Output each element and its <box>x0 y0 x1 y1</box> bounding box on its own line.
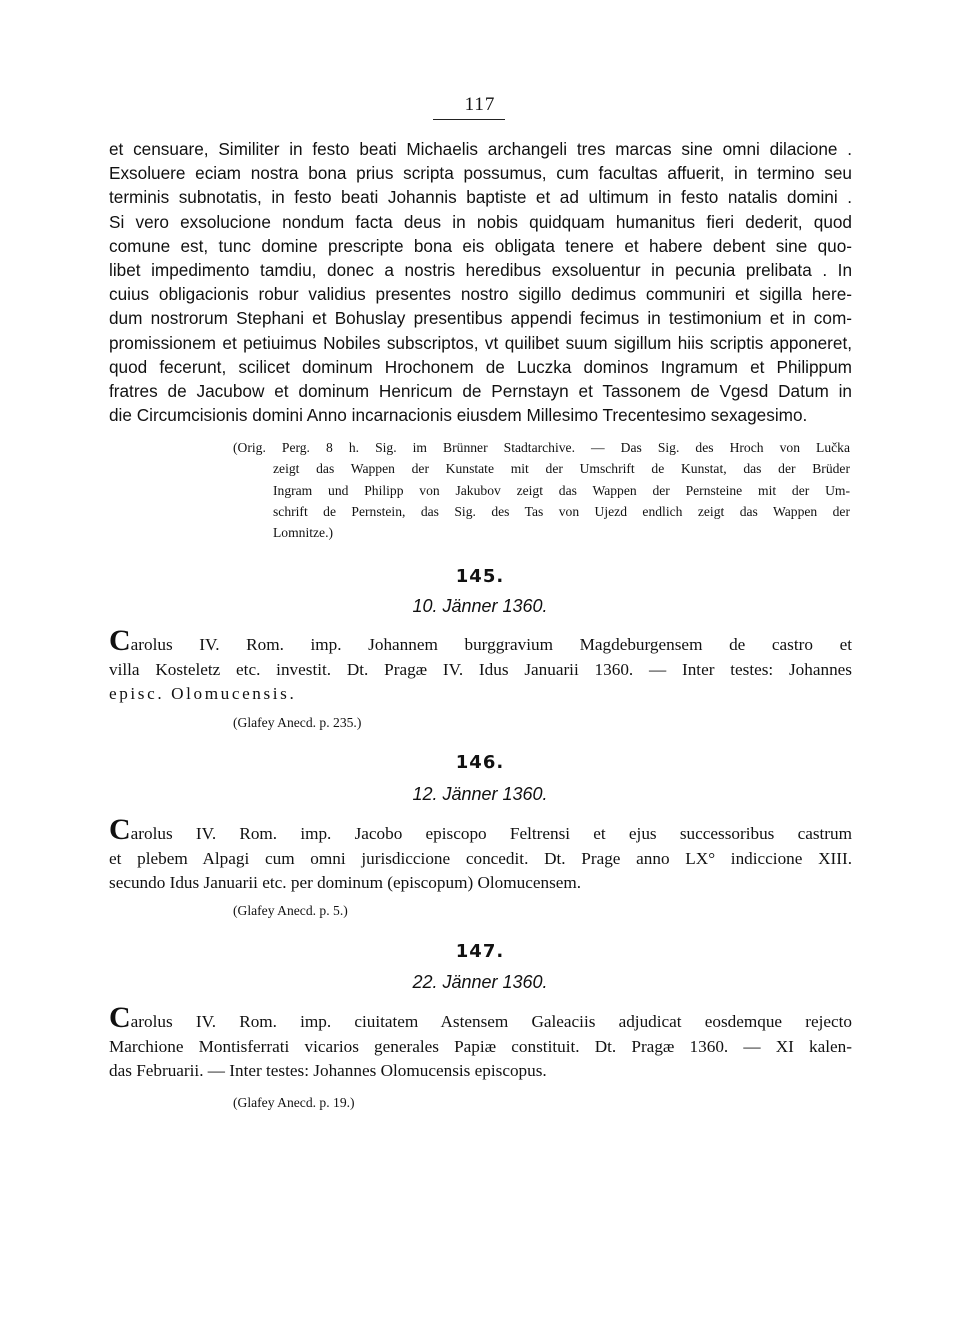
source-citation: (Glafey Anecd. p. 19.) <box>233 1095 355 1110</box>
document-text <box>109 1001 852 1084</box>
note-line: schrift de Pernstein, das Sig. des Tas von Ujezd endlich zeigt das Wappen der <box>273 503 850 519</box>
initial-letter: C <box>109 1001 131 1034</box>
document-number: 147. <box>455 941 505 962</box>
text-line: arolus IV. Rom. imp. Jacobo episcopo Feltrensi et ejus successoribus castrum <box>130 824 852 843</box>
document-date: 22. Jänner 1360. <box>412 972 548 992</box>
document-number: 146. <box>455 752 505 773</box>
text-line: quod fecerunt, scilicet dominum Hrochonem de Luczka dominos Ingramum et Philippum <box>109 356 852 377</box>
text-line: Si vero exsolucione nondum facta deus in nobis quidquam humanitus fieri dederit, quod <box>109 211 852 232</box>
text-line: fratres de Jacubow et dominum Henricum de Pernstayn et Tassonem de Vgesd Datum in <box>109 381 852 402</box>
text-line: libet impedimento tamdiu, donec a nostris heredibus exsoluentur in pecunia prelibata . In <box>109 260 852 281</box>
text-line: das Februarii. — Inter testes: Johannes Olomucensis episcopus. <box>109 1061 547 1080</box>
document-date: 10. Jänner 1360. <box>412 596 548 616</box>
note-line: zeigt das Wappen der Kunstate mit der Umschrift de Kunstat, das der Brüder <box>273 461 850 477</box>
text-line: comune est, tunc domine prescripte bona eis obligata tenere et habere debent sine quo- <box>109 235 852 256</box>
text-line: villa Kosteletz etc. investit. Dt. Pragæ IV. Idus Januarii 1360. — Inter testes: Johannes <box>109 659 852 679</box>
text-line: dum nostrorum Stephani et Bohuslay presentibus appendi fecimus in testimonium et in com- <box>109 308 852 329</box>
archival-note <box>233 437 850 543</box>
document-text <box>109 813 852 896</box>
text-line: promissionem et petiuimus Nobiles subscriptos, vt quilibet suum sigillum hiis scriptis apponeret, <box>109 332 852 353</box>
continuation-text <box>109 137 852 427</box>
text-line: episc. Olomucensis. <box>109 684 297 703</box>
note-line: (Orig. Perg. 8 h. Sig. im Brünner Stadtarchive. — Das Sig. des Hroch von Lučka <box>233 440 850 455</box>
source-citation: (Glafey Anecd. p. 235.) <box>233 715 362 730</box>
page-number-rule <box>433 119 505 120</box>
initial-letter: C <box>109 813 131 846</box>
text-line: arolus IV. Rom. imp. ciuitatem Astensem Galeaciis adjudicat eosdemque rejecto <box>130 1012 852 1031</box>
note-line: Lomnitze.) <box>273 525 334 541</box>
text-line: die Circumcisionis domini Anno incarnacionis eiusdem Millesimo Trecentesimo sexagesimo. <box>109 405 808 426</box>
text-line: et censuare, Similiter in festo beati Michaelis archangeli tres marcas sine omni dilacione . <box>109 139 852 159</box>
text-line: Marchione Montisferrati vicarios generales Papiæ constituit. Dt. Pragæ 1360. — XI kalen- <box>109 1036 852 1056</box>
text-line: et plebem Alpagi cum omni jurisdiccione concedit. Dt. Prage anno LX° indiccione XIII. <box>109 848 852 868</box>
initial-letter: C <box>109 624 131 657</box>
page-number: 117 <box>464 94 496 115</box>
text-line: Exsoluere eciam nostra bona prius scripta possumus, cum facultas affuerit, in termino seu <box>109 163 852 184</box>
source-citation: (Glafey Anecd. p. 5.) <box>233 903 348 918</box>
text-line: arolus IV. Rom. imp. Johannem burggravium Magdeburgensem de castro et <box>130 635 852 654</box>
text-line: secundo Idus Januarii etc. per dominum (episcopum) Olomucensem. <box>109 873 582 892</box>
document-date: 12. Jänner 1360. <box>412 784 548 804</box>
text-line: cuius obligacionis robur validius presentes nostro sigillo dedimus communiri et sigilla here- <box>109 284 852 305</box>
document-number: 145. <box>455 566 505 587</box>
text-line: terminis subnotatis, in festo beati Johannis baptiste et ad ultimum in festo natalis domini . <box>109 187 852 208</box>
note-line: Ingram und Philipp von Jakubov zeigt das Wappen der Pernsteine mit der Um- <box>273 482 850 498</box>
document-text <box>109 624 852 707</box>
